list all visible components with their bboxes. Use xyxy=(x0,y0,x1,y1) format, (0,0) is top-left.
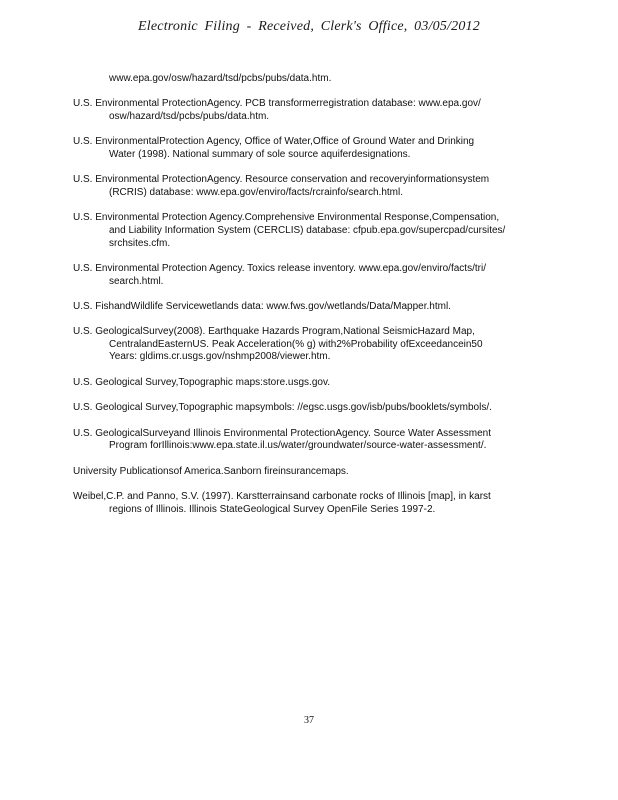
reference-line-first: University Publicationsof America.Sanborn fireinsurancemaps. xyxy=(73,465,349,477)
reference-line-continued: regions of Illinois. Illinois StateGeological Survey OpenFile Series 1997-2. xyxy=(109,503,436,515)
reference-line-continued: srchsites.cfm. xyxy=(109,237,171,249)
reference-line-first: U.S. Environmental Protection Agency. Toxics release inventory. www.epa.gov/enviro/facts/tri/ xyxy=(73,262,486,274)
reference-entry xyxy=(73,136,553,161)
reference-list xyxy=(73,73,553,529)
reference-entry xyxy=(73,98,553,123)
reference-line-continued: osw/hazard/tsd/pcbs/pubs/data.htm. xyxy=(109,110,270,122)
reference-entry xyxy=(73,466,553,479)
reference-entry xyxy=(73,174,553,199)
reference-line-first: www.epa.gov/osw/hazard/tsd/pcbs/pubs/data.htm. xyxy=(109,73,332,84)
reference-line-first: Weibel,C.P. and Panno, S.V. (1997). Karstterrainsand carbonate rocks of Illinois [map], in karst xyxy=(73,491,491,503)
reference-line-continued: search.html. xyxy=(109,275,164,287)
reference-line-continued: Water (1998). National summary of sole source aquiferdesignations. xyxy=(109,148,411,160)
reference-line-continued: (RCRIS) database: www.epa.gov/enviro/facts/rcrainfo/search.html. xyxy=(109,186,404,198)
reference-line-continued: and Liability Information System (CERCLIS) database: cfpub.epa.gov/supercpad/cursites/ xyxy=(109,224,506,236)
reference-entry xyxy=(73,491,553,516)
reference-line-first: U.S. Environmental ProtectionAgency. PCB transformerregistration database: www.epa.gov/ xyxy=(73,98,481,110)
reference-entry xyxy=(73,402,553,415)
reference-line-continued: Program forIllinois:www.epa.state.il.us/water/groundwater/source-water-assessment/. xyxy=(109,440,487,452)
reference-line-first: U.S. Geological Survey,Topographic maps:store.usgs.gov. xyxy=(73,376,330,388)
reference-entry xyxy=(73,428,553,453)
reference-entry xyxy=(73,377,553,390)
reference-line-first: U.S. FishandWildlife Servicewetlands data: www.fws.gov/wetlands/Data/Mapper.html. xyxy=(73,300,451,312)
reference-line-first: U.S. GeologicalSurvey(2008). Earthquake Hazards Program,National SeismicHazard Map, xyxy=(73,326,475,338)
reference-entry xyxy=(73,212,553,250)
reference-line-first: U.S. Environmental ProtectionAgency. Resource conservation and recoveryinformationsystem xyxy=(73,174,490,186)
reference-line-first: U.S. Geological Survey,Topographic mapsymbols: //egsc.usgs.gov/isb/pubs/booklets/symbols/. xyxy=(73,402,492,414)
reference-line-first: U.S. GeologicalSurveyand Illinois Environmental ProtectionAgency. Source Water Assessment xyxy=(73,427,491,439)
reference-line-first: U.S. EnvironmentalProtection Agency, Office of Water,Office of Ground Water and Drinking xyxy=(73,136,475,148)
reference-entry xyxy=(73,73,553,86)
reference-line-first: U.S. Environmental Protection Agency.Comprehensive Environmental Response,Compensation, xyxy=(73,212,500,224)
filing-stamp-header: Electronic Filing - Received, Clerk's Office, 03/05/2012 xyxy=(138,19,480,34)
reference-line-continued: Years: gldims.cr.usgs.gov/nshmp2008/viewer.htm. xyxy=(109,351,331,363)
reference-entry xyxy=(73,301,553,314)
reference-entry xyxy=(73,263,553,288)
reference-entry xyxy=(73,326,553,364)
reference-line-continued: CentralandEasternUS. Peak Acceleration(% g) with2%Probability ofExceedancein50 xyxy=(109,338,483,350)
page-number: 37 xyxy=(304,715,314,726)
